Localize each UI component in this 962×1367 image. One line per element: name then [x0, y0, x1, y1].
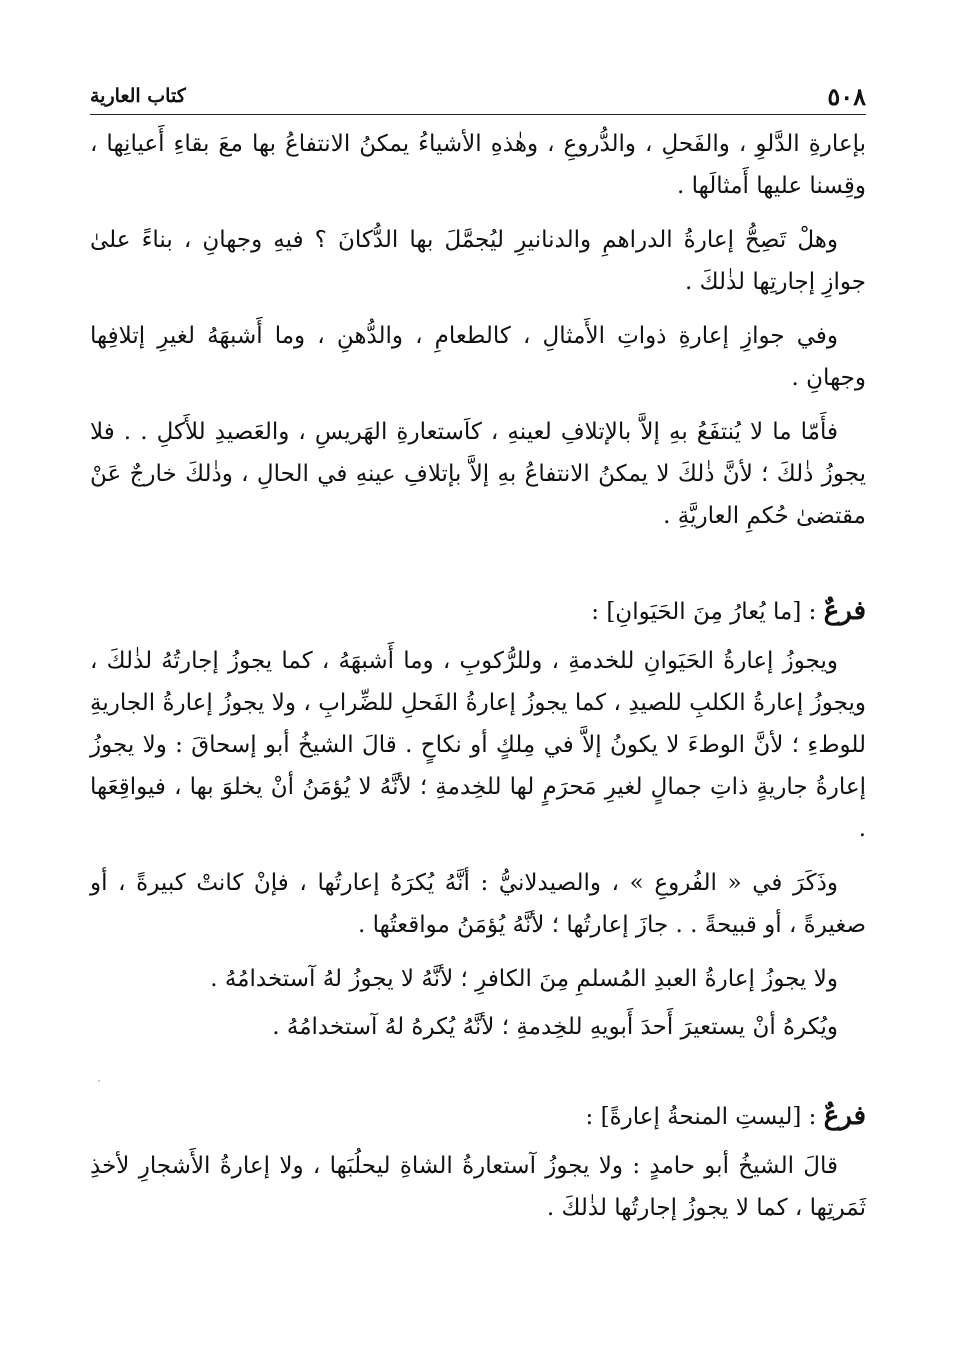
section-label: فرعٌ	[823, 1101, 866, 1131]
page-number: ٥٠٨	[827, 81, 866, 111]
section-heading	[90, 589, 866, 634]
section-heading	[90, 1094, 866, 1139]
paragraph: بإعارةِ الدَّلوِ ، والفَحلِ ، والدُّروعِ ، وهٰذهِ الأشياءُ يمكنُ الانتفاعُ بها معَ بقاءِ أَعيانِها ، وقِسنا عليها أَمثالَها .	[90, 131, 866, 199]
section-label: فرعٌ	[823, 596, 866, 626]
section-title: : [ما يُعارُ مِنَ الحَيَوانِ] :	[591, 599, 824, 625]
section-title: : [ليستِ المنحةُ إعارةً] :	[585, 1104, 824, 1130]
paragraph: وهلْ تَصِحُّ إعارةُ الدراهمِ والدنانيرِ ليُجمَّلَ بها الدُّكانَ ؟ فيهِ وجهانِ ، بناءً علىٰ جوازِ إجارتِها لذٰلكَ .	[90, 227, 866, 295]
spacer	[90, 1054, 866, 1094]
paragraph: ولا يجوزُ إعارةُ العبدِ المُسلمِ مِنَ الكافرِ ؛ لأنَّهُ لا يجوزُ لهُ آستخدامُهُ .	[210, 966, 838, 992]
paragraph: وفي جوازِ إعارةِ ذواتِ الأَمثالِ ، كالطعامِ ، والدُّهنِ ، وما أَشبهَهُ لغيرِ إتلافِها وجهانِ .	[90, 323, 866, 391]
paragraph: وذَكَرَ في « الفُروعِ » ، والصيدلانيُّ : أنَّهُ يُكرَهُ إعارتُها ، فإنْ كانتْ كبيرةً ، أو صغيرةً ، أو قبيحةً . . جازَ إعارتُها ؛ لأنَّهُ يُؤمَنُ مواقعتُها .	[90, 870, 866, 938]
spacer	[90, 549, 866, 589]
paragraph: ويُكرهُ أنْ يستعيرَ أَحدَ أَبويهِ للخِدمةِ ؛ لأنَّهُ يُكرهُ لهُ آستخدامُهُ .	[272, 1014, 838, 1040]
book-page	[90, 78, 866, 1241]
margin-mark	[98, 1080, 100, 1082]
running-title: كتاب العارية	[90, 85, 186, 107]
page-header	[90, 78, 866, 115]
paragraph: قالَ الشيخُ أبو حامدٍ : ولا يجوزُ آستعارةُ الشاةِ ليحلُبَها ، ولا إعارةُ الأَشجارِ لأخذِ ثَمَرتِها ، كما لا يجوزُ إجارتُها لذٰلكَ .	[90, 1153, 866, 1221]
paragraph: فأَمّا ما لا يُنتفَعُ بهِ إلاَّ بالإتلافِ لعينهِ ، كاَستعارةِ الهَريسِ ، والعَصيدِ للأَكلِ . . فلا يجوزُ ذٰلكَ ؛ لأنَّ ذٰلكَ لا يمكنُ الانتفاعُ بهِ إلاَّ بإتلافِ عينهِ في الحالِ ، وذٰلكَ خارجٌ عَنْ مقتضىٰ حُكمِ العاريَّةِ .	[90, 419, 866, 529]
paragraph: ويجوزُ إعارةُ الحَيَوانِ للخدمةِ ، وللرُّكوبِ ، وما أَشبهَهُ ، كما يجوزُ إجارتُهُ لذٰلكَ ، ويجوزُ إعارةُ الكلبِ للصيدِ ، كما يجوزُ إعارةُ الفَحلِ للضِّرابِ ، ولا يجوزُ إعارةُ الجاريةِ للوطءِ ؛ لأنَّ الوطءَ لا يكونُ إلاَّ في مِلكٍ أو نكاحٍ . قالَ الشيخُ أبو إسحاقَ : ولا يجوزُ إعارةُ جاريةٍ ذاتِ جمالٍ لغيرِ مَحرَمٍ لها للخِدمةِ ؛ لأنَّهُ لا يُؤمَنُ أنْ يخلوَ بها ، فيواقِعَها .	[90, 648, 866, 842]
